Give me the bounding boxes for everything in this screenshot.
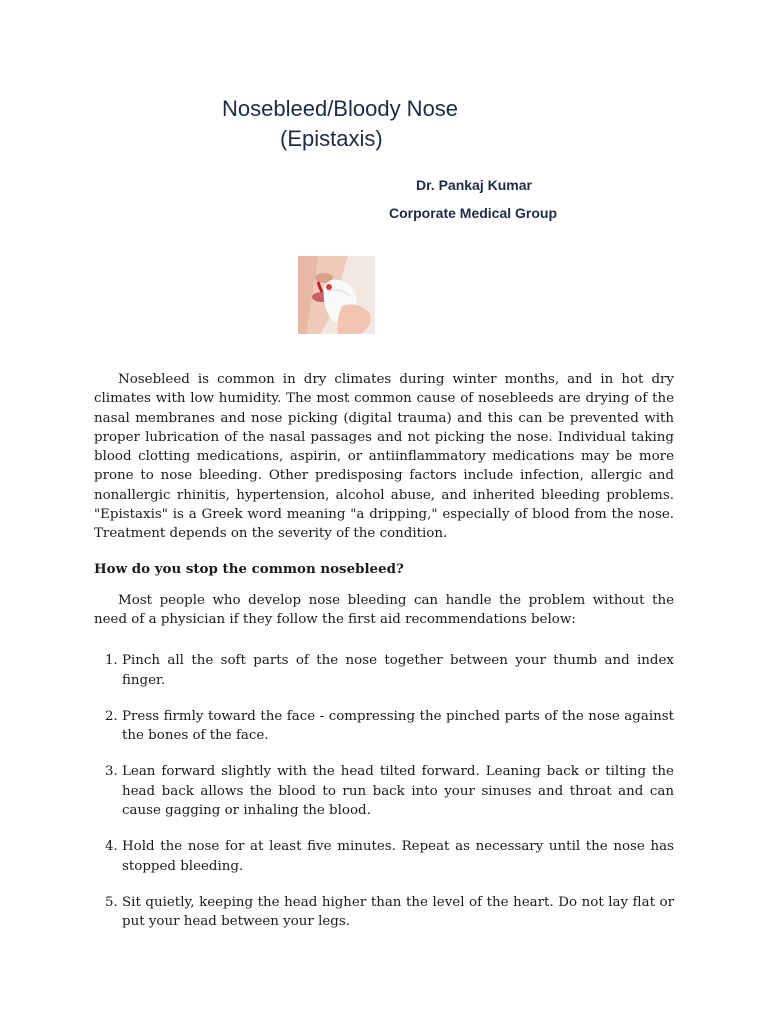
document-body bbox=[94, 370, 674, 949]
list-item: 3. Lean forward slightly with the head tilted forward. Leaning back or tilting the head back allows the blood to run back into your sinuses and throat and can cause gagging or inhaling the blood. bbox=[122, 762, 674, 820]
list-item: 2. Press firmly toward the face - compressing the pinched parts of the nose against the bones of the face. bbox=[122, 707, 674, 746]
section-intro-paragraph: Most people who develop nose bleeding can handle the problem without the need of a physician if they follow the first aid recommendations below: bbox=[94, 592, 674, 627]
intro-paragraph: Nosebleed is common in dry climates during winter months, and in hot dry climates with low humidity. The most common cause of nosebleeds are drying of the nasal membranes and nose picking (digital trauma) and this can be prevented with proper lubrication of the nasal passages and not picking the nose. Individual taking blood clotting medications, aspirin, or antiinflammatory medications may be more prone to nose bleeding. Other predisposing factors include infection, allergic and nonallergic rhinitis, hypertension, alcohol abuse, and inherited bleeding problems. "Epistaxis" is a Greek word meaning "a dripping," especially of blood from the nose. Treatment depends on the severity of the condition. bbox=[94, 372, 674, 542]
first-aid-steps bbox=[94, 651, 674, 931]
title-line-2: (Epistaxis) bbox=[280, 126, 383, 151]
list-item: 1. Pinch all the soft parts of the nose together between your thumb and index finger. bbox=[122, 651, 674, 690]
author-organization: Corporate Medical Group bbox=[389, 205, 558, 221]
nosebleed-illustration bbox=[298, 256, 375, 334]
section-heading: How do you stop the common nosebleed? bbox=[94, 560, 404, 577]
nosebleed-photo bbox=[298, 256, 375, 334]
author-name: Dr. Pankaj Kumar bbox=[416, 177, 532, 193]
list-item: 5. Sit quietly, keeping the head higher than the level of the heart. Do not lay flat or put your head between your legs. bbox=[122, 893, 674, 932]
title-line-1: Nosebleed/Bloody Nose bbox=[222, 96, 459, 121]
list-item: 4. Hold the nose for at least five minutes. Repeat as necessary until the nose has stopped bleeding. bbox=[122, 837, 674, 876]
document-title bbox=[222, 94, 458, 154]
